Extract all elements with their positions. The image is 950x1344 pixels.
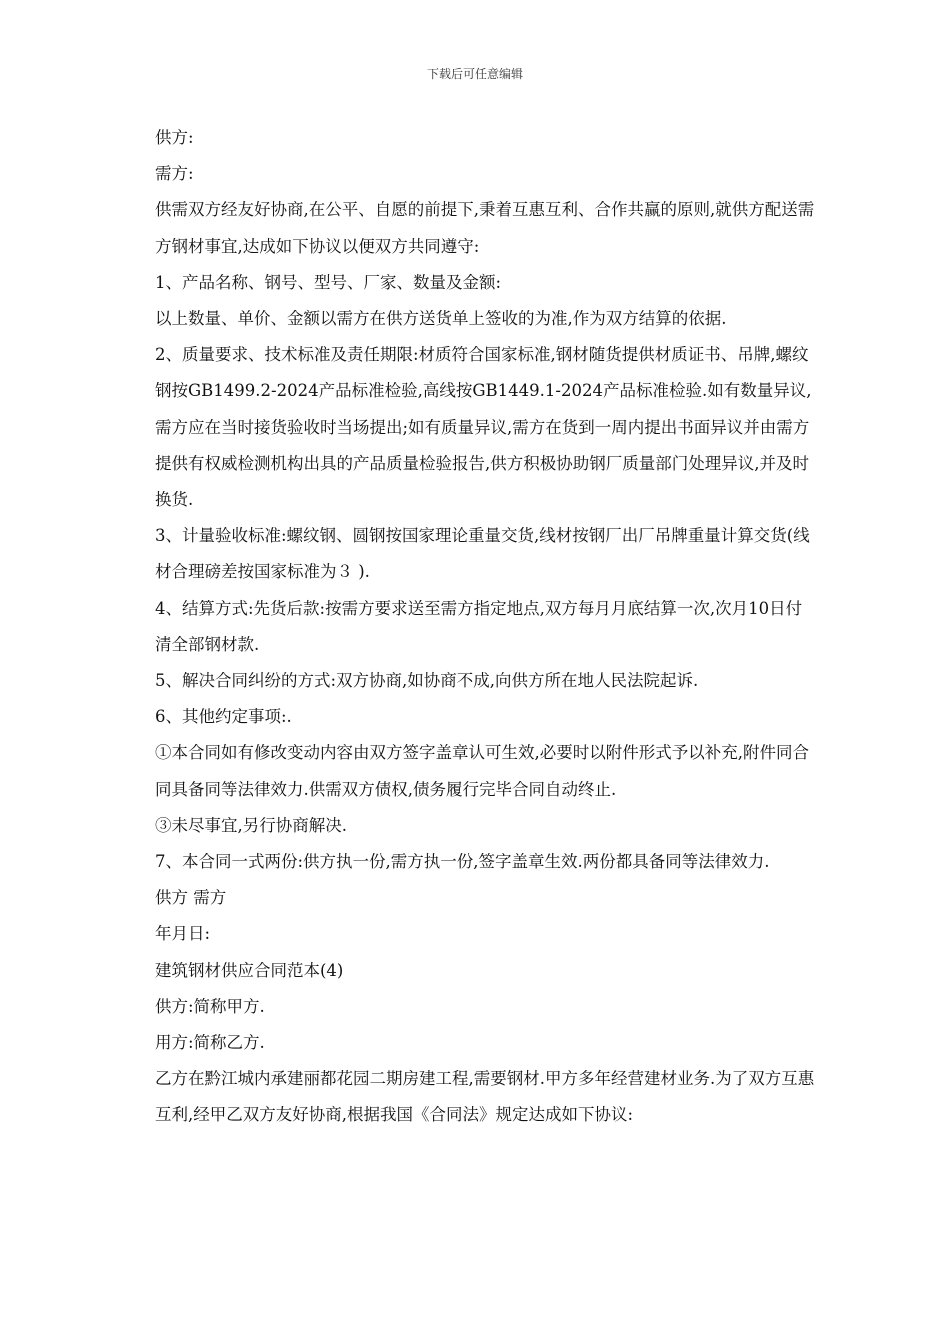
preamble-paragraph: 供需双方经友好协商,在公平、自愿的前提下,秉着互惠互利、合作共赢的原则,就供方配送需方钢材事宜,达成如下协议以便双方共同遵守: [155, 200, 815, 256]
document-body [145, 120, 815, 1134]
party-a-label: 供方:简称甲方. [155, 996, 265, 1016]
section-title: 建筑钢材供应合同范本(4) [155, 960, 344, 980]
buyer-label: 需方: [155, 164, 194, 184]
clause-1-heading: 1、产品名称、钢号、型号、厂家、数量及金额: [155, 272, 502, 292]
supplier-label: 供方: [155, 128, 194, 147]
page-header-note: 下载后可任意编辑 [426, 67, 523, 81]
clause-7-copies: 7、本合同一式两份:供方执一份,需方执一份,签字盖章生效.两份都具备同等法律效力. [155, 852, 770, 872]
party-b-label: 用方:简称乙方. [155, 1033, 265, 1053]
clause-1-body: 以上数量、单价、金额以需方在供方送货单上签收的为准,作为双方结算的依据. [155, 309, 727, 329]
signature-parties: 供方 需方 [155, 888, 227, 908]
clause-2-quality: 2、质量要求、技术标准及责任期限:材质符合国家标准,钢材随货提供材质证书、吊牌,螺纹钢按GB1499.2-2024产品标准检验,高线按GB1449.1-2024产品标准检验.如有数量异议,需方应在当时接货验收时当场提出;如有质量异议,需方在货到一周内提出书面异议并由需方提供有权威检测机构出具的产品质量检验报告,供方积极协助钢厂质量部门处理异议,并及时换货. [155, 345, 812, 510]
clause-5-disputes: 5、解决合同纠纷的方式:双方协商,如协商不成,向供方所在地人民法院起诉. [155, 671, 699, 691]
clause-6-item-3: ③未尽事宜,另行协商解决. [155, 815, 347, 835]
intro-paragraph: 乙方在黔江城内承建丽都花园二期房建工程,需要钢材.甲方多年经营建材业务.为了双方互惠互利,经甲乙双方友好协商,根据我国《合同法》规定达成如下协议: [155, 1069, 815, 1125]
signature-date: 年月日: [155, 924, 211, 944]
clause-6-heading: 6、其他约定事项:. [155, 707, 292, 727]
clause-6-item-1: ①本合同如有修改变动内容由双方签字盖章认可生效,必要时以附件形式予以补充,附件同合同具备同等法律效力.供需双方债权,债务履行完毕合同自动终止. [155, 743, 809, 799]
clause-4-settlement: 4、结算方式:先货后款:按需方要求送至需方指定地点,双方每月月底结算一次,次月10日付清全部钢材款. [155, 598, 803, 654]
clause-3-measurement: 3、计量验收标准:螺纹钢、圆钢按国家理论重量交货,线材按钢厂出厂吊牌重量计算交货(线材合理磅差按国家标准为３ ). [155, 526, 810, 582]
